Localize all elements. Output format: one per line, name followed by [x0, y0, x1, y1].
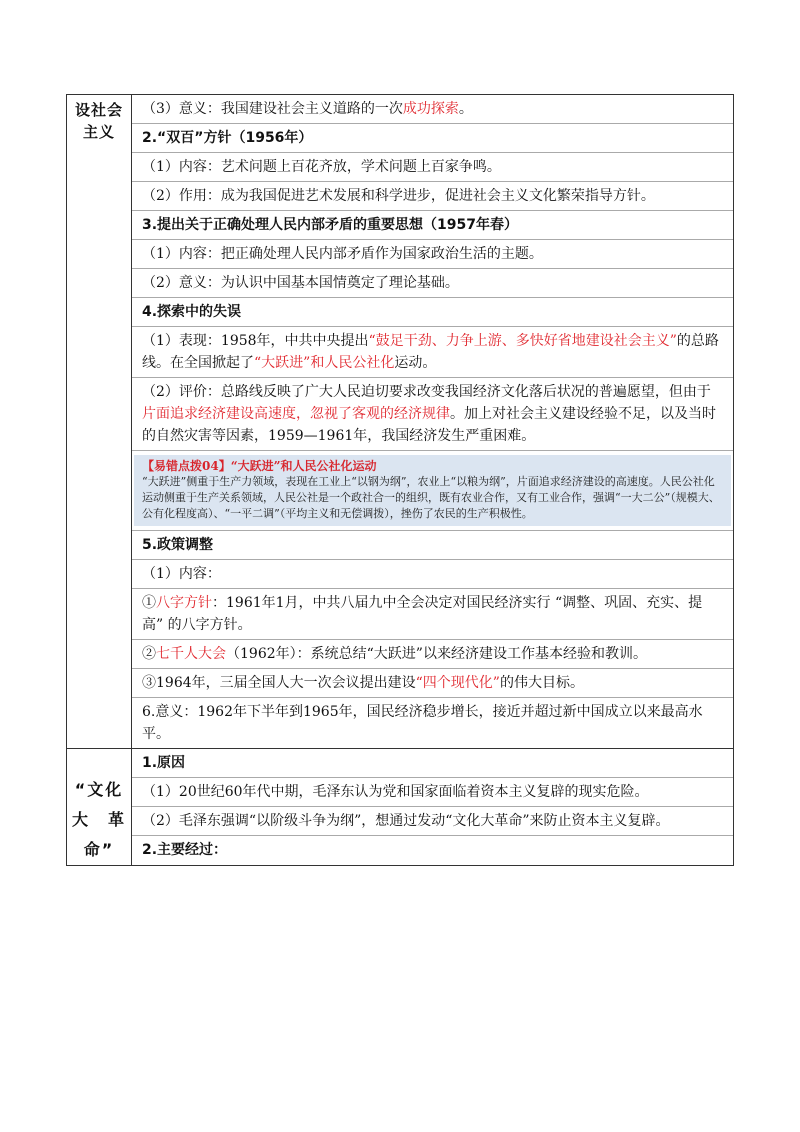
paragraph: （2）意义：为认识中国基本国情奠定了理论基础。 — [132, 269, 733, 298]
heading: 2.主要经过： — [142, 842, 228, 858]
tip-row — [132, 451, 733, 531]
paragraph: （3）意义：我国建设社会主义道路的一次成功探索。 — [132, 95, 733, 124]
page — [66, 94, 734, 866]
section-row-socialism — [67, 95, 734, 749]
paragraph: ②七千人大会（1962年）：系统总结“大跃进”以来经济建设工作基本经验和教训。 — [132, 640, 733, 669]
section-row-cultural-revolution — [67, 749, 734, 866]
section-label — [67, 749, 131, 865]
content-table — [66, 94, 734, 866]
paragraph: 6.意义：1962年下半年到1965年，国民经济稳步增长，接近并超过新中国成立以来最高水平。 — [142, 704, 703, 742]
heading: 5.政策调整 — [132, 531, 733, 560]
label-line: “文化 — [74, 780, 124, 799]
heading: 2.“双百”方针（1956年） — [132, 124, 733, 153]
heading: 4.探索中的失误 — [132, 298, 733, 327]
section-content — [132, 95, 734, 749]
paragraph: ③1964年，三届全国人大一次会议提出建设“四个现代化”的伟大目标。 — [132, 669, 733, 698]
tip-box — [134, 455, 731, 526]
paragraph: （1）内容： — [132, 560, 733, 589]
section-label-cell — [67, 95, 132, 749]
paragraph: （2）作用：成为我国促进艺术发展和科学进步，促进社会主义文化繁荣指导方针。 — [132, 182, 733, 211]
paragraph: （2）评价：总路线反映了广大人民迫切要求改变我国经济文化落后状况的普遍愿望，但由于片面追求经济建设高速度，忽视了客观的经济规律。加上对社会主义建设经验不足，以及当时的自然灾害等因素，1959—1961年，我国经济发生严重困难。 — [132, 378, 733, 451]
heading: 1.原因 — [132, 749, 733, 778]
label-line: 命” — [83, 840, 115, 859]
paragraph: （1）内容：艺术问题上百花齐放，学术问题上百家争鸣。 — [132, 153, 733, 182]
section-label: 设社会主义 — [74, 101, 123, 141]
paragraph: （1）表现：1958年，中共中央提出“鼓足干劲、力争上游、多快好省地建设社会主义”的总路线。在全国掀起了“大跃进”和人民公社化运动。 — [132, 327, 733, 378]
paragraph: （1）内容：把正确处理人民内部矛盾作为国家政治生活的主题。 — [132, 240, 733, 269]
section-content — [132, 749, 734, 866]
heading: 3.提出关于正确处理人民内部矛盾的重要思想（1957年春） — [132, 211, 733, 240]
paragraph: （1）20世纪60年代中期，毛泽东认为党和国家面临着资本主义复辟的现实危险。 — [132, 778, 733, 807]
paragraph: （2）毛泽东强调“以阶级斗争为纲”，想通过发动“文化大革命”来防止资本主义复辟。 — [132, 807, 733, 836]
tip-title: 【易错点拨04】“大跃进”和人民公社化运动 — [142, 459, 377, 473]
section-label-cell — [67, 749, 132, 866]
paragraph: ①八字方针：1961年1月，中共八届九中全会决定对国民经济实行 “调整、巩固、充实、提高” 的八字方针。 — [132, 589, 733, 640]
tip-body: “大跃进”侧重于生产力领域，表现在工业上“以钢为纲”，农业上“以粮为纲”，片面追求经济建设的高速度。人民公社化运动侧重于生产关系领域，人民公社是一个政社合一的组织，既有农业合作，又有工业合作，强调“一大二公”（规模大、公有化程度高）、“一平二调”（平均主义和无偿调拨），挫伤了农民的生产积极性。 — [142, 475, 720, 520]
label-line: 大 革 — [71, 810, 126, 829]
